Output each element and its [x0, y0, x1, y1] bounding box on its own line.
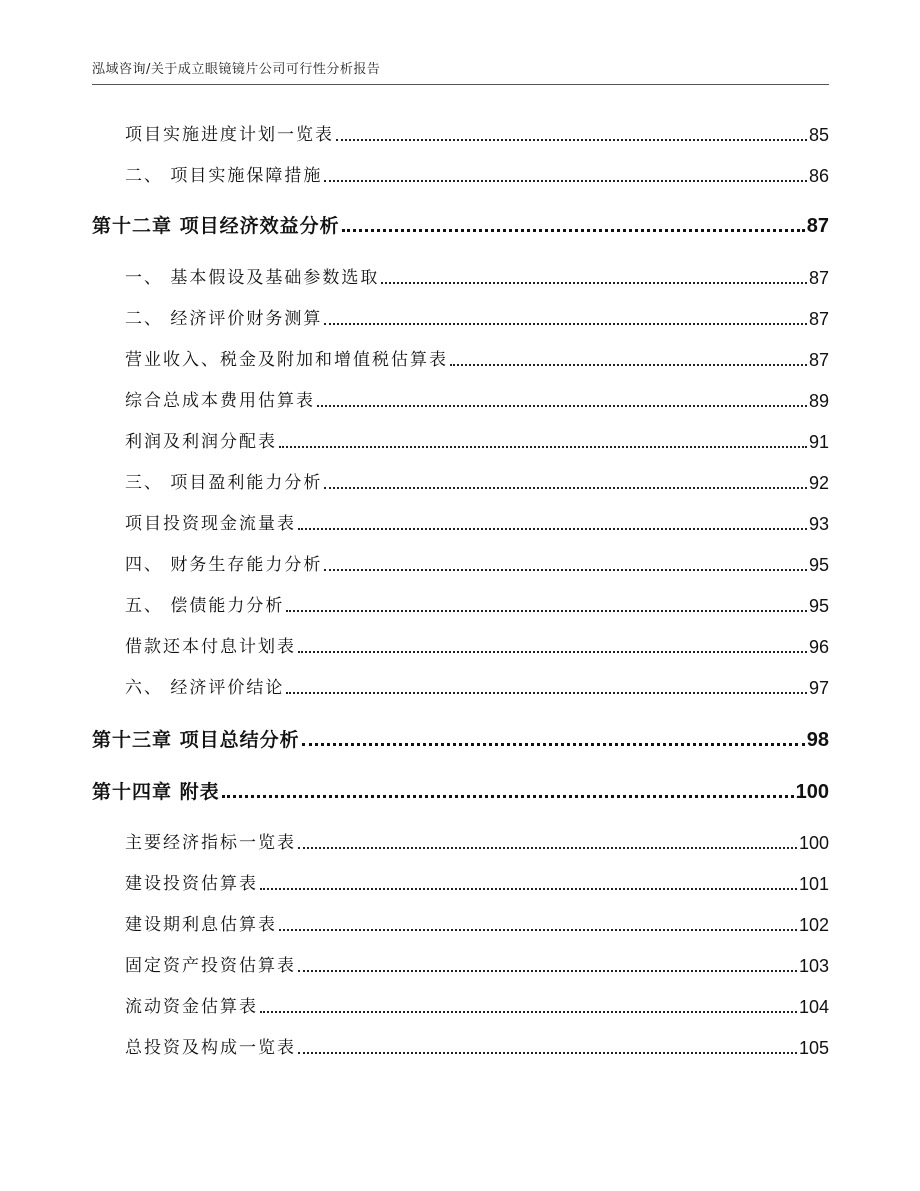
toc-entry-label: 第十三章 项目总结分析: [92, 729, 300, 751]
toc-entry[interactable]: [125, 634, 829, 660]
toc-entry-label: 综合总成本费用估算表: [125, 391, 315, 411]
toc-dot-leader: [298, 847, 797, 849]
toc-dot-leader: [298, 1052, 797, 1054]
toc-entry-page: 100: [798, 833, 829, 853]
toc-entry-page: 91: [808, 432, 829, 452]
toc-entry-label: 一、 基本假设及基础参数选取: [125, 268, 380, 288]
toc-entry[interactable]: [125, 470, 829, 496]
toc-entry-label: 建设期利息估算表: [125, 915, 277, 935]
toc-dot-leader: [286, 692, 807, 694]
toc-entry-label: 总投资及构成一览表: [125, 1038, 296, 1058]
toc-entry[interactable]: [125, 122, 829, 148]
toc-chapter-entry[interactable]: [92, 779, 829, 805]
toc-entry[interactable]: [125, 511, 829, 537]
toc-chapter-entry[interactable]: [92, 213, 829, 239]
toc-entry-label: 项目实施进度计划一览表: [125, 125, 334, 145]
toc-entry-label: 借款还本付息计划表: [125, 637, 296, 657]
toc-dot-leader: [324, 180, 807, 182]
toc-dot-leader: [342, 229, 805, 232]
toc-entry-label: 项目投资现金流量表: [125, 514, 296, 534]
toc-entry-page: 86: [808, 166, 829, 186]
toc-entry[interactable]: [125, 912, 829, 938]
toc-entry[interactable]: [125, 552, 829, 578]
toc-dot-leader: [324, 323, 807, 325]
toc-entry-page: 92: [808, 473, 829, 493]
toc-entry[interactable]: [125, 1035, 829, 1061]
toc-entry-page: 93: [808, 514, 829, 534]
toc-entry-page: 102: [798, 915, 829, 935]
toc-entry-page: 101: [798, 874, 829, 894]
toc-entry-page: 96: [808, 637, 829, 657]
toc-dot-leader: [298, 528, 807, 530]
toc-entry-label: 营业收入、税金及附加和增值税估算表: [125, 350, 448, 370]
toc-entry[interactable]: [125, 953, 829, 979]
toc-entry-label: 固定资产投资估算表: [125, 956, 296, 976]
toc-dot-leader: [336, 139, 807, 141]
toc-entry-page: 87: [808, 268, 829, 288]
toc-entry-page: 87: [808, 350, 829, 370]
toc-dot-leader: [260, 888, 797, 890]
toc-entry[interactable]: [125, 388, 829, 414]
toc-entry-page: 89: [808, 391, 829, 411]
toc-entry-page: 105: [798, 1038, 829, 1058]
toc-entry-label: 二、 经济评价财务测算: [125, 309, 323, 329]
toc-dot-leader: [286, 610, 807, 612]
toc-dot-leader: [298, 970, 797, 972]
toc-chapter-entry[interactable]: [92, 727, 829, 753]
toc-dot-leader: [450, 364, 807, 366]
toc-entry-page: 98: [806, 729, 829, 751]
page-header: 泓域咨询/关于成立眼镜镜片公司可行性分析报告: [92, 62, 381, 77]
toc-entry-label: 五、 偿债能力分析: [125, 596, 285, 616]
toc-dot-leader: [279, 929, 797, 931]
toc-entry-label: 三、 项目盈利能力分析: [125, 473, 323, 493]
toc-entry[interactable]: [125, 830, 829, 856]
toc-dot-leader: [317, 405, 807, 407]
toc-dot-leader: [222, 795, 794, 798]
toc-entry-page: 100: [795, 781, 829, 803]
toc-entry-label: 四、 财务生存能力分析: [125, 555, 323, 575]
toc-entry-page: 95: [808, 555, 829, 575]
toc-entry-label: 利润及利润分配表: [125, 432, 277, 452]
toc-entry-page: 97: [808, 678, 829, 698]
toc-entry[interactable]: [125, 265, 829, 291]
toc-dot-leader: [260, 1011, 797, 1013]
toc-dot-leader: [381, 282, 807, 284]
toc-entry[interactable]: [125, 429, 829, 455]
toc-dot-leader: [279, 446, 807, 448]
toc-entry-label: 第十四章 附表: [92, 781, 220, 803]
toc-entry[interactable]: [125, 347, 829, 373]
toc-entry[interactable]: [125, 871, 829, 897]
toc-dot-leader: [324, 569, 807, 571]
toc-entry-page: 87: [808, 309, 829, 329]
toc-entry[interactable]: [125, 306, 829, 332]
toc-entry[interactable]: [125, 593, 829, 619]
toc-dot-leader: [298, 651, 807, 653]
toc-dot-leader: [302, 743, 805, 746]
toc-entry[interactable]: [125, 675, 829, 701]
toc-entry-label: 六、 经济评价结论: [125, 678, 285, 698]
toc-entry-label: 二、 项目实施保障措施: [125, 166, 323, 186]
toc-entry-page: 103: [798, 956, 829, 976]
toc-entry-label: 第十二章 项目经济效益分析: [92, 215, 340, 237]
toc-entry-page: 85: [808, 125, 829, 145]
toc-entry[interactable]: [125, 163, 829, 189]
toc-entry-page: 104: [798, 997, 829, 1017]
toc-dot-leader: [324, 487, 807, 489]
toc-entry-label: 建设投资估算表: [125, 874, 258, 894]
toc-entry-label: 主要经济指标一览表: [125, 833, 296, 853]
toc-entry[interactable]: [125, 994, 829, 1020]
toc-entry-page: 95: [808, 596, 829, 616]
toc-entry-label: 流动资金估算表: [125, 997, 258, 1017]
toc-entry-page: 87: [806, 215, 829, 237]
